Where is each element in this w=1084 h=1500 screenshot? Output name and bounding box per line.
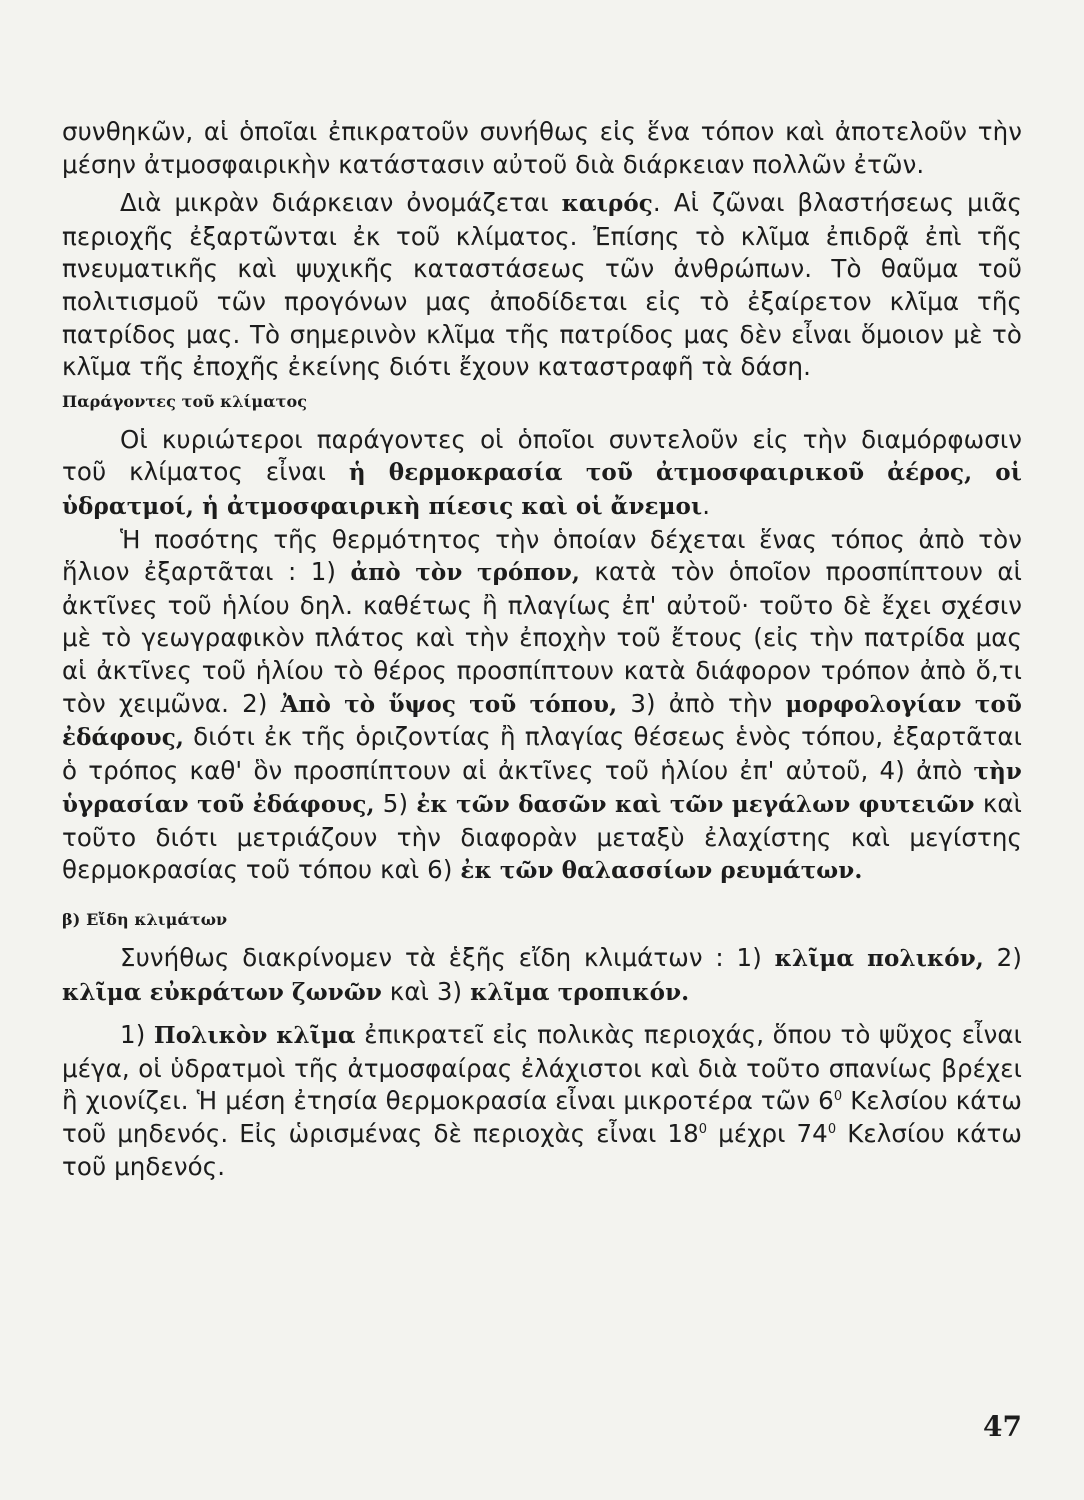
body-text	[62, 116, 1022, 1183]
paragraph-6: 1) Πολικὸν κλῖμα ἐπικρατεῖ εἰς πολικὰς περιοχάς, ὅπου τὸ ψῦχος εἶναι μέγα, οἱ ὑδρατμοὶ τῆς ἀτμοσφαίρας ἐλάχιστοι καὶ διὰ τοῦτο σπανίως βρέχει ἢ χιονίζει. Ἡ μέση ἐτησία θερμοκρασία εἶναι μικροτέρα τῶν $6^0$ Κελσίου κάτω τοῦ μηδενός. Εἰς ὡρισμένας δὲ περιοχὰς εἶναι $18^0$ μέχρι $74^0$ Κελσίου κάτω τοῦ μηδενός.	[62, 1020, 1022, 1181]
term-kairos: καιρός	[561, 190, 653, 218]
page-number: 47	[983, 1410, 1022, 1443]
paragraph-4: Ἡ ποσότης τῆς θερμότητος τὴν ὁποίαν δέχεται ἕνας τόπος ἀπὸ τὸν ἥλιον ἐξαρτᾶται : 1) ἀπὸ τὸν τρόπον, κατὰ τὸν ὁποῖον προσπίπτουν αἱ ἀκτῖνες τοῦ ἡλίου δηλ. καθέτως ἢ πλαγίως ἐπ' αὐτοῦ· τοῦτο δὲ ἔχει σχέσιν μὲ τὸ γεωγραφικὸν πλάτος καὶ τὴν ἐποχὴν τοῦ ἔτους (εἰς τὴν πατρίδα μας αἱ ἀκτῖνες τοῦ ἡλίου τὸ θέρος προσπίπτουν κατὰ διάφορον τρόπον ἀπὸ ὅ,τι τὸν χειμῶνα. 2) Ἀπὸ τὸ ὕψος τοῦ τόπου, 3) ἀπὸ τὴν μορφολογίαν τοῦ ἐδάφους, διότι ἐκ τῆς ὁριζοντίας ἢ πλαγίας θέσεως ἑνὸς τόπου, ἐξαρτᾶται ὁ τρόπος καθ' ὃν προσπίπτουν αἱ ἀκτῖνες τοῦ ἡλίου ἐπ' αὐτοῦ, 4) ἀπὸ τὴν ὑγρασίαν τοῦ ἐδάφους, 5) ἐκ τῶν δασῶν καὶ τῶν μεγάλων φυτειῶν καὶ τοῦτο διότι μετριάζουν τὴν διαφορὰν μεταξὺ ἐλαχίστης καὶ μεγίστης θερμοκρασίας τοῦ τόπου καὶ 6) ἐκ τῶν θαλασσίων ρευμάτων.	[62, 524, 1022, 885]
paragraph-2: Διὰ μικρὰν διάρκειαν ὀνομάζεται καιρός. Αἱ ζῶναι βλαστήσεως μιᾶς περιοχῆς ἐξαρτῶνται ἐκ τοῦ κλίματος. Ἐπίσης τὸ κλῖμα ἐπιδρᾷ ἐπὶ τῆς πνευματικῆς καὶ ψυχικῆς καταστάσεως τῶν ἀνθρώπων. Τὸ θαῦμα τοῦ πολιτισμοῦ τῶν προγόνων μας ἀποδίδεται εἰς τὸ ἐξαίρετον κλῖμα τῆς πατρίδος μας. Τὸ σημερινὸν κλῖμα τῆς πατρίδος μας δὲν εἶναι ὅμοιον μὲ τὸ κλῖμα τῆς ἐποχῆς ἐκείνης διότι ἔχουν καταστραφῆ τὰ δάση.	[62, 188, 1022, 382]
factors-list: ἡ θερμοκρασία τοῦ ἀτμοσφαιρικοῦ ἀέρος, οἱ ὑδρατμοί, ἡ ἀτμοσφαιρικὴ πίεσις καὶ οἱ ἄνεμοι	[62, 459, 1022, 520]
paragraph-5: Συνήθως διακρίνομεν τὰ ἑξῆς εἴδη κλιμάτων : 1) κλῖμα πολικόν, 2) κλῖμα εὐκράτων ζωνῶν καὶ 3) κλῖμα τροπικόν.	[62, 943, 1022, 1006]
section-heading-climate-types: β) Εἴδη κλιμάτων	[62, 910, 228, 930]
paragraph-3: Οἱ κυριώτεροι παράγοντες οἱ ὁποῖοι συντελοῦν εἰς τὴν διαμόρφωσιν τοῦ κλίματος εἶναι ἡ θερμοκρασία τοῦ ἀτμοσφαιρικοῦ ἀέρος, οἱ ὑδρατμοί, ἡ ἀτμοσφαιρικὴ πίεσις καὶ οἱ ἄνεμοι.	[62, 424, 1022, 520]
paragraph-1: συνθηκῶν, αἱ ὁποῖαι ἐπικρατοῦν συνήθως εἰς ἕνα τόπον καὶ ἀποτελοῦν τὴν μέσην ἀτμοσφαιρικὴν κατάστασιν αὐτοῦ διὰ διάρκειαν πολλῶν ἐτῶν.	[62, 117, 1022, 179]
section-heading-factors: Παράγοντες τοῦ κλίματος	[62, 391, 308, 411]
